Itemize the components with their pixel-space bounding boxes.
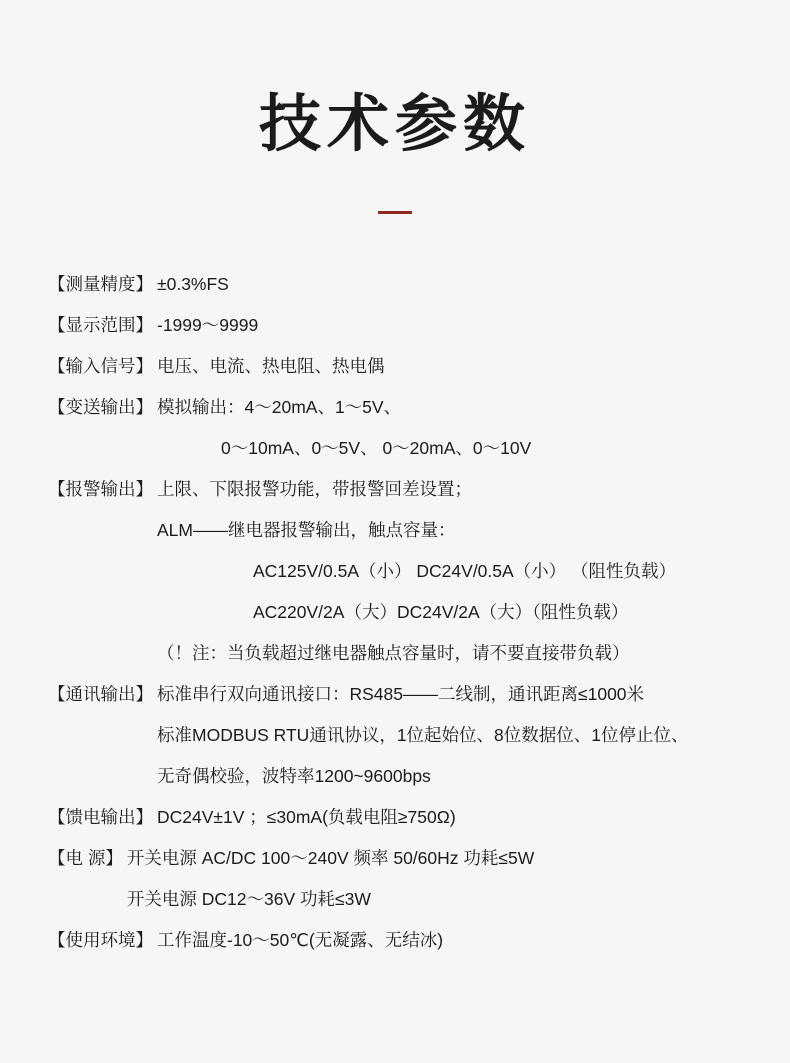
spec-label: 【报警输出】 — [48, 479, 153, 500]
spec-value-line: （！注：当负载超过继电器触点容量时，请不要直接带负载） — [157, 643, 630, 664]
spec-row — [48, 920, 742, 961]
spec-value-line: 0～10mA、0～5V、 0～20mA、0～10V — [221, 438, 532, 459]
spec-row — [48, 674, 742, 797]
spec-row — [48, 469, 742, 674]
spec-label: 【输入信号】 — [48, 356, 153, 377]
spec-row — [48, 838, 742, 920]
spec-values — [153, 264, 742, 305]
spec-label: 【通讯输出】 — [48, 684, 153, 705]
spec-label: 【馈电输出】 — [48, 807, 153, 828]
spec-values — [123, 838, 742, 920]
spec-row — [48, 797, 742, 838]
title-divider-wrap — [0, 211, 790, 214]
spec-value-line: DC24V±1V ；≤30mA(负载电阻≥750Ω) — [157, 807, 456, 828]
spec-label: 【电 源】 — [48, 848, 123, 869]
title-divider — [378, 211, 412, 214]
spec-value-line: 开关电源 AC/DC 100～240V 频率 50/60Hz 功耗≤5W — [126, 848, 535, 869]
spec-values — [153, 387, 742, 469]
page-title: 技术参数 — [258, 87, 531, 160]
spec-value-line: AC220V/2A（大）DC24V/2A（大）（阻性负载） — [253, 602, 629, 623]
spec-row — [48, 264, 742, 305]
spec-value-line: ±0.3%FS — [157, 274, 229, 295]
spec-value-line: 无奇偶校验，波特率1200~9600bps — [157, 766, 431, 787]
spec-values — [153, 305, 742, 346]
spec-value-line: ALM——继电器报警输出，触点容量： — [157, 520, 456, 541]
spec-value-line: 标准串行双向通讯接口：RS485——二线制，通讯距离≤1000米 — [157, 684, 645, 705]
spec-values — [153, 674, 742, 797]
spec-label: 【使用环境】 — [48, 930, 153, 951]
spec-row — [48, 346, 742, 387]
spec-row — [48, 387, 742, 469]
spec-list — [0, 264, 790, 961]
spec-values — [153, 797, 742, 838]
spec-value-line: 工作温度-10～50℃(无凝露、无结冰) — [157, 930, 444, 951]
spec-label: 【显示范围】 — [48, 315, 153, 336]
spec-value-line: 标准MODBUS RTU通讯协议，1位起始位、8位数据位、1位停止位、 — [157, 725, 689, 746]
spec-values — [153, 469, 742, 674]
spec-value-line: -1999～9999 — [157, 315, 259, 336]
spec-value-line: 模拟输出：4～20mA、1～5V、 — [157, 397, 402, 418]
spec-value-line: 开关电源 DC12～36V 功耗≤3W — [126, 889, 371, 910]
spec-values — [153, 346, 742, 387]
spec-label: 【测量精度】 — [48, 274, 153, 295]
spec-value-line: 上限、下限报警功能，带报警回差设置； — [157, 479, 472, 500]
spec-value-line: AC125V/0.5A（小） DC24V/0.5A（小） （阻性负载） — [253, 561, 677, 582]
spec-row — [48, 305, 742, 346]
spec-label: 【变送输出】 — [48, 397, 153, 418]
spec-values — [153, 920, 742, 961]
spec-value-line: 电压、电流、热电阻、热电偶 — [157, 356, 385, 377]
